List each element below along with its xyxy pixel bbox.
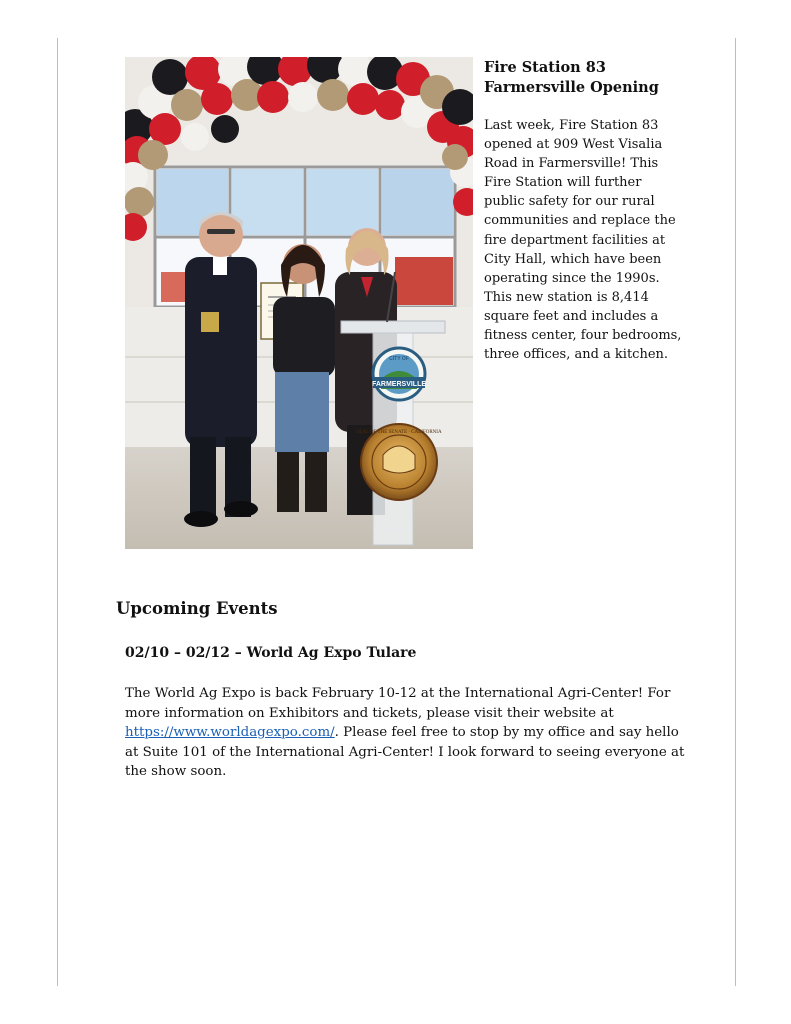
seal-text: SEAL OF THE SENATE · CALIFORNIA (356, 430, 442, 435)
article-title (484, 58, 684, 98)
page-left-edge (57, 38, 58, 986)
podium-sign-top: CITY OF (389, 356, 409, 362)
event-description (125, 684, 685, 782)
worldagexpo-link[interactable]: https://www.worldagexpo.com/ (125, 725, 335, 741)
upcoming-events-heading: Upcoming Events (116, 599, 278, 618)
page-right-edge (735, 38, 736, 986)
event-text-before-link: The World Ag Expo is back February 10-12 at the International Agri-Center! For more information on Exhibitors and tickets, please visit their website at (125, 686, 671, 721)
article-title-line1: Fire Station 83 (484, 59, 606, 76)
article-fire-station (484, 58, 684, 364)
event-title: 02/10 – 02/12 – World Ag Expo Tulare (125, 645, 417, 661)
podium-sign: FARMERSVILLE (371, 381, 427, 388)
fire-station-opening-photo (125, 57, 473, 549)
event-text-after-link: . Please feel free to stop by my office and say hello at Suite 101 of the International Agri-Center! I look forward to seeing everyone at the show soon. (125, 725, 685, 780)
article-body: Last week, Fire Station 83 opened at 909 West Visalia Road in Farmersville! This Fire Station will further public safety for our rural communities and replace the fire department facilities at City Hall, which have been operating since the 1990s. This new station is 8,414 square feet and includes a fitness center, four bedrooms, three offices, and a kitchen. (484, 118, 682, 363)
article-title-line2: Farmersville Opening (484, 79, 659, 96)
